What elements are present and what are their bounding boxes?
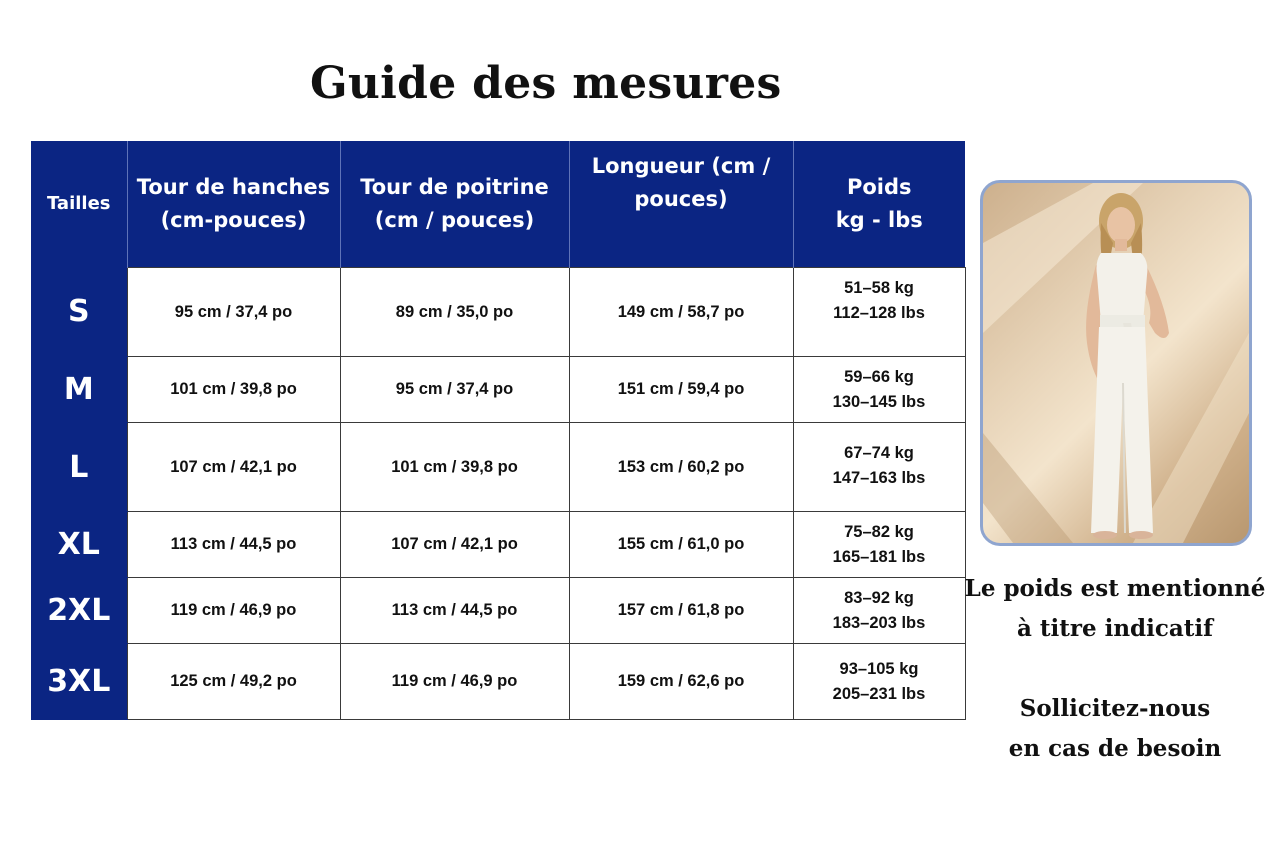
note-line-4: en cas de besoin: [1008, 735, 1222, 762]
size-cell: 3XL: [31, 644, 127, 720]
weight-disclaimer: [962, 569, 1268, 649]
header-length-line2: pouces): [634, 186, 728, 211]
length-cell: 153 cm / 60,2 po: [569, 423, 793, 512]
model-white-jumpsuit-icon: [983, 183, 1249, 543]
weight-kg: 51–58 kg: [844, 279, 914, 297]
weight-cell: [793, 423, 965, 512]
table-row: [31, 512, 965, 578]
hips-cell: 101 cm / 39,8 po: [127, 357, 340, 423]
note-line-1: Le poids est mentionné: [964, 575, 1266, 602]
hips-cell: 107 cm / 42,1 po: [127, 423, 340, 512]
contact-note: [962, 689, 1268, 769]
weight-lbs: 205–231 lbs: [832, 684, 926, 703]
chest-cell: 95 cm / 37,4 po: [340, 357, 569, 423]
size-cell: M: [31, 357, 127, 423]
table-row: [31, 423, 965, 512]
size-cell: L: [31, 423, 127, 512]
header-chest-line2: (cm / pouces): [374, 208, 535, 232]
weight-cell: [793, 268, 965, 357]
table-row: [31, 578, 965, 644]
weight-lbs: 130–145 lbs: [832, 392, 926, 411]
hips-cell: 113 cm / 44,5 po: [127, 512, 340, 578]
header-tour-de-hanches: [127, 141, 340, 268]
note-line-3: Sollicitez-nous: [1019, 695, 1211, 722]
header-chest-line1: Tour de poitrine: [360, 175, 549, 200]
table-row: [31, 644, 965, 720]
hips-cell: 95 cm / 37,4 po: [127, 268, 340, 357]
weight-lbs: 112–128 lbs: [833, 303, 925, 322]
table-row: [31, 268, 965, 357]
table-header-row: [31, 141, 965, 268]
table-row: [31, 357, 965, 423]
size-guide-table: [31, 141, 966, 720]
header-hips-line2: (cm-pouces): [160, 208, 307, 232]
model-photo: [980, 180, 1252, 546]
header-length-line1: Longueur (cm /: [591, 154, 771, 178]
length-cell: 155 cm / 61,0 po: [569, 512, 793, 578]
weight-lbs: 183–203 lbs: [832, 613, 926, 632]
weight-lbs: 165–181 lbs: [832, 547, 926, 566]
header-weight-line1: Poids: [846, 175, 912, 200]
weight-lbs: 147–163 lbs: [832, 468, 926, 487]
note-line-2: à titre indicatif: [1016, 615, 1214, 642]
weight-cell: [793, 644, 965, 720]
chest-cell: 113 cm / 44,5 po: [340, 578, 569, 644]
hips-cell: 125 cm / 49,2 po: [127, 644, 340, 720]
chest-cell: 101 cm / 39,8 po: [340, 423, 569, 512]
weight-kg: 67–74 kg: [844, 444, 914, 462]
header-tailles-label: Tailles: [46, 193, 111, 215]
chest-cell: 107 cm / 42,1 po: [340, 512, 569, 578]
chest-cell: 119 cm / 46,9 po: [340, 644, 569, 720]
weight-kg: 93–105 kg: [839, 659, 919, 678]
weight-kg: 75–82 kg: [844, 522, 914, 541]
chest-cell: 89 cm / 35,0 po: [340, 268, 569, 357]
size-cell: 2XL: [31, 578, 127, 644]
weight-cell: [793, 578, 965, 644]
weight-kg: 83–92 kg: [844, 588, 914, 607]
length-cell: 157 cm / 61,8 po: [569, 578, 793, 644]
header-weight-line2: kg - lbs: [835, 208, 923, 232]
size-cell: S: [31, 268, 127, 357]
header-tour-de-poitrine: [340, 141, 569, 268]
header-longueur: [569, 141, 793, 268]
header-tailles: [31, 141, 127, 268]
hips-cell: 119 cm / 46,9 po: [127, 578, 340, 644]
weight-cell: [793, 512, 965, 578]
header-hips-line1: Tour de hanches: [136, 175, 331, 200]
length-cell: 151 cm / 59,4 po: [569, 357, 793, 423]
weight-kg: 59–66 kg: [844, 367, 914, 386]
length-cell: 159 cm / 62,6 po: [569, 644, 793, 720]
size-cell: XL: [31, 512, 127, 578]
weight-cell: [793, 357, 965, 423]
page-title: Guide des mesures: [310, 58, 782, 109]
length-cell: 149 cm / 58,7 po: [569, 268, 793, 357]
header-poids: [793, 141, 965, 268]
